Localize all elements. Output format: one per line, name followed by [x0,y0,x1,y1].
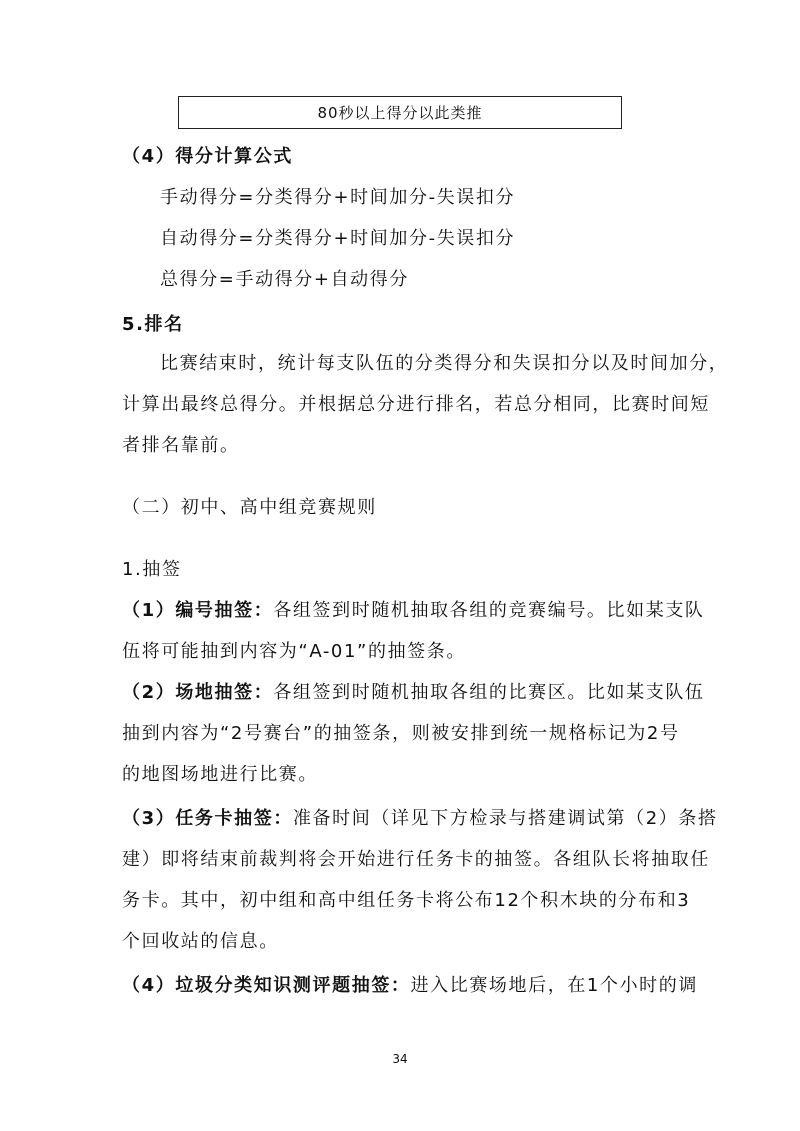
draw-item-3-line-3: 务卡。其中，初中组和高中组任务卡将公布12个积木块的分布和3 [122,890,691,911]
draw-item-1-text: 各组签到时随机抽取各组的竞赛编号。比如某支队 [273,600,705,621]
formula-auto: 自动得分=分类得分+时间加分-失误扣分 [160,228,516,249]
draw-item-2-line-2: 抽到内容为“2号赛台”的抽签条，则被安排到统一规格标记为2号 [122,723,680,744]
draw-item-2-line-3: 的地图场地进行比赛。 [122,764,318,785]
score-table-last-row [178,96,622,129]
table-cell-text: 80秒以上得分以此类推 [317,104,483,122]
section-heading: （二）初中、高中组竞赛规则 [122,497,377,518]
draw-item-3-label: （3）任务卡抽签： [122,808,293,829]
draw-item-4-text: 进入比赛场地后，在1个小时的调 [410,975,698,996]
draw-item-3-line-4: 个回收站的信息。 [122,931,279,952]
draw-item-3-line-2: 建）即将结束前裁判将会开始进行任务卡的抽签。各组队长将抽取任 [122,849,710,870]
ranking-paragraph-line: 比赛结束时，统计每支队伍的分类得分和失误扣分以及时间加分， [160,353,729,374]
draw-heading: 1.抽签 [122,559,182,580]
ranking-heading: 5.排名 [122,314,184,335]
draw-item-2-text: 各组签到时随机抽取各组的比赛区。比如某支队伍 [273,682,705,703]
draw-item-3-text: 准备时间（详见下方检录与搭建调试第（2）条搭 [292,808,718,829]
formula-heading: （4）得分计算公式 [122,146,293,167]
draw-item-4-line [122,971,698,997]
draw-item-1-label: （1）编号抽签： [122,600,274,621]
ranking-paragraph-line: 者排名靠前。 [122,435,240,456]
draw-item-2-line [122,678,705,704]
formula-total: 总得分=手动得分+自动得分 [160,269,409,290]
draw-item-1-line [122,596,705,622]
formula-manual: 手动得分=分类得分+时间加分-失误扣分 [160,187,516,208]
draw-item-2-label: （2）场地抽签： [122,682,274,703]
ranking-paragraph-line: 计算出最终总得分。并根据总分进行排名，若总分相同，比赛时间短 [122,394,710,415]
page-number: 34 [392,1052,408,1066]
draw-item-3-line [122,804,718,830]
draw-item-4-label: （4）垃圾分类知识测评题抽签： [122,975,411,996]
draw-item-1-line-2: 伍将可能抽到内容为“A-01”的抽签条。 [122,641,466,662]
